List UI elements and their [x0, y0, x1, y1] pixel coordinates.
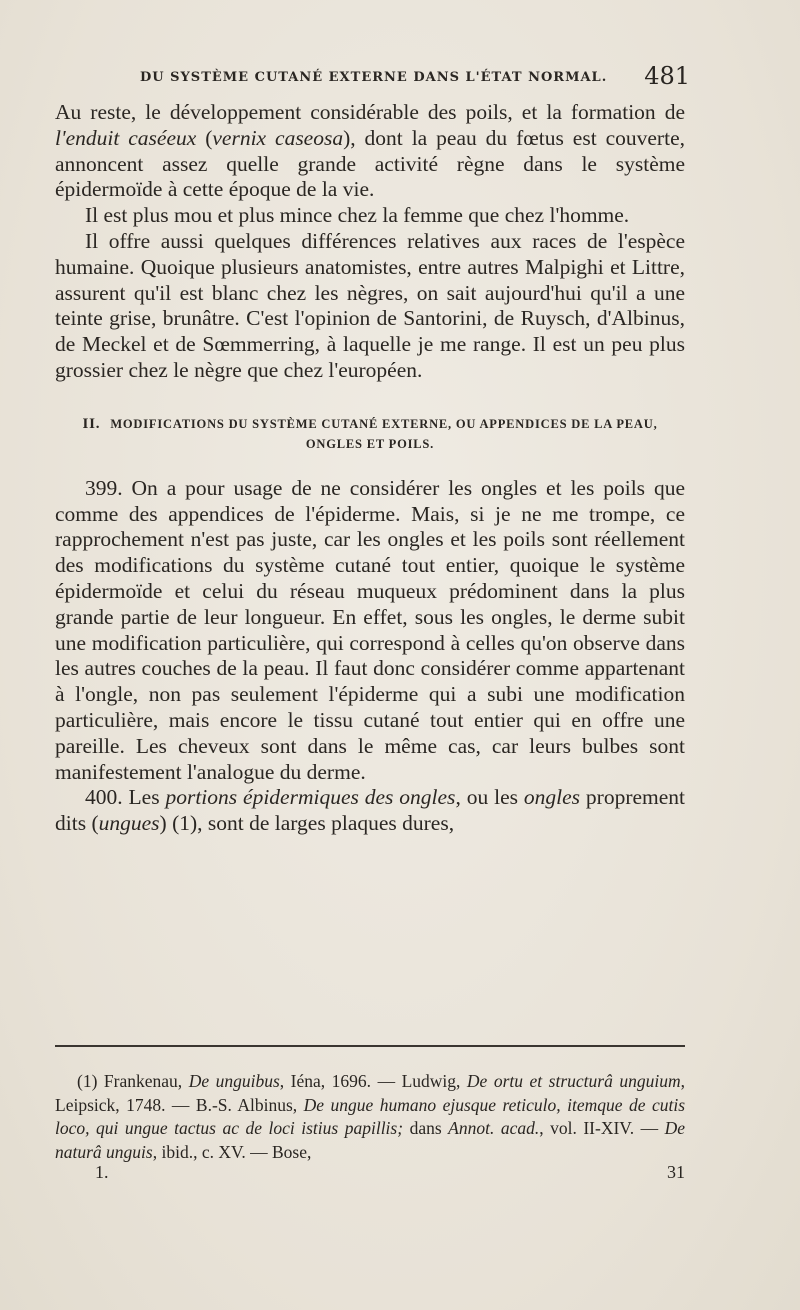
- text-run: 400. Les: [85, 785, 166, 810]
- signature-mark: 1.: [95, 1162, 109, 1182]
- text-run: , Iéna, 1696. — Ludwig,: [279, 1071, 467, 1091]
- italic-run: De ungue humano ejusque reticulo, itemque de cutis loco, qui ungue tactus ac de loci istius papillis;: [55, 1094, 686, 1138]
- page-number: 481: [644, 62, 690, 90]
- section-title-line1: MODIFICATIONS DU SYSTÈME CUTANÉ EXTERNE, OU APPENDICES DE LA PEAU,: [110, 416, 658, 431]
- paragraph-vernix: [55, 100, 685, 203]
- footnote: [55, 1070, 685, 1164]
- paragraph-sex-difference: Il est plus mou et plus mince chez la femme que chez l'homme.: [85, 203, 630, 228]
- text-run: dans: [403, 1118, 449, 1138]
- text-run: (: [196, 125, 213, 150]
- body-text: [55, 100, 685, 837]
- text-run: , ibid., c. XV. — Bose,: [152, 1141, 312, 1162]
- footnote-text: [55, 1070, 685, 1164]
- paragraph-399: 399. On a pour usage de ne considérer les ongles et les poils que comme des appendices de l'épiderme. Mais, si je ne me trompe, ce rapprochement n'est pas juste, car les ongles et les poils sont réellement des modifications du système cutané tout entier, quoique le système épidermoïde et celui du réseau muqueux prédominent dans la plus grande partie de leur longueur. En effet, sous les ongles, le derme subit une modification particulière, qui correspond à celles qu'on observe dans les autres couches de la peau. Il faut donc considérer comme appartenant à l'ongle, non pas seulement l'épiderme qui a subi une modification particulière, mais encore le tissu cutané tout entier qui en offre une pareille. Les cheveux sont dans le même cas, car leurs bulbes sont manifestement l'analogue du derme.: [55, 475, 685, 784]
- section-title-line2: ONGLES ET POILS.: [305, 436, 435, 451]
- running-head: DU SYSTÈME CUTANÉ EXTERNE DANS L'ÉTAT NORMAL.: [140, 70, 608, 85]
- italic-run: De ortu et structurâ unguium: [466, 1071, 681, 1091]
- italic-run: De naturâ unguis: [55, 1118, 685, 1162]
- italic-run: portions épidermiques des ongles: [165, 785, 456, 810]
- text-run: ) (1), sont de larges plaques dures,: [159, 811, 455, 836]
- italic-run: vernix caseosa: [212, 125, 344, 150]
- italic-run: Annot. acad.: [448, 1118, 540, 1138]
- text-run: , Leipsick, 1748. — B.-S. Albinus,: [55, 1071, 685, 1115]
- section-number: II.: [82, 415, 101, 432]
- text-run: (1) Frankenau,: [77, 1071, 189, 1091]
- text-run: proprement dits (: [55, 785, 686, 836]
- paragraph-races: Il offre aussi quelques différences relatives aux races de l'espèce humaine. Quoique plusieurs anatomistes, entre autres Malpighi et Littre, assurent qu'il est blanc chez les nègres, on sait aujourd'hui qu'il a une teinte grise, brunâtre. C'est l'opinion de Santorini, de Ruysch, d'Albinus, de Meckel et de Sœmmerring, à laquelle je me range. Il est un peu plus grossier chez le nègre que chez l'européen.: [55, 228, 685, 382]
- page-header: [60, 62, 690, 92]
- footnote-rule: [55, 1045, 685, 1047]
- italic-run: l'enduit caséeux: [55, 125, 197, 150]
- italic-run: ungues: [98, 811, 160, 836]
- text-run: ), dont la peau du fœtus est couverte, annoncent assez quelle grande activité règne dans le système épidermoïde à cette époque de la vie.: [55, 125, 685, 202]
- italic-run: ongles: [523, 785, 581, 810]
- paragraph-400: [55, 785, 685, 837]
- section-heading: [55, 414, 685, 454]
- text-run: , ou les: [455, 785, 524, 810]
- italic-run: De unguibus: [188, 1071, 280, 1091]
- sheet-number: 31: [667, 1162, 685, 1182]
- text-run: Au reste, le développement considérable des poils, et la formation de: [55, 100, 685, 124]
- text-run: , vol. II-XIV. —: [539, 1118, 665, 1138]
